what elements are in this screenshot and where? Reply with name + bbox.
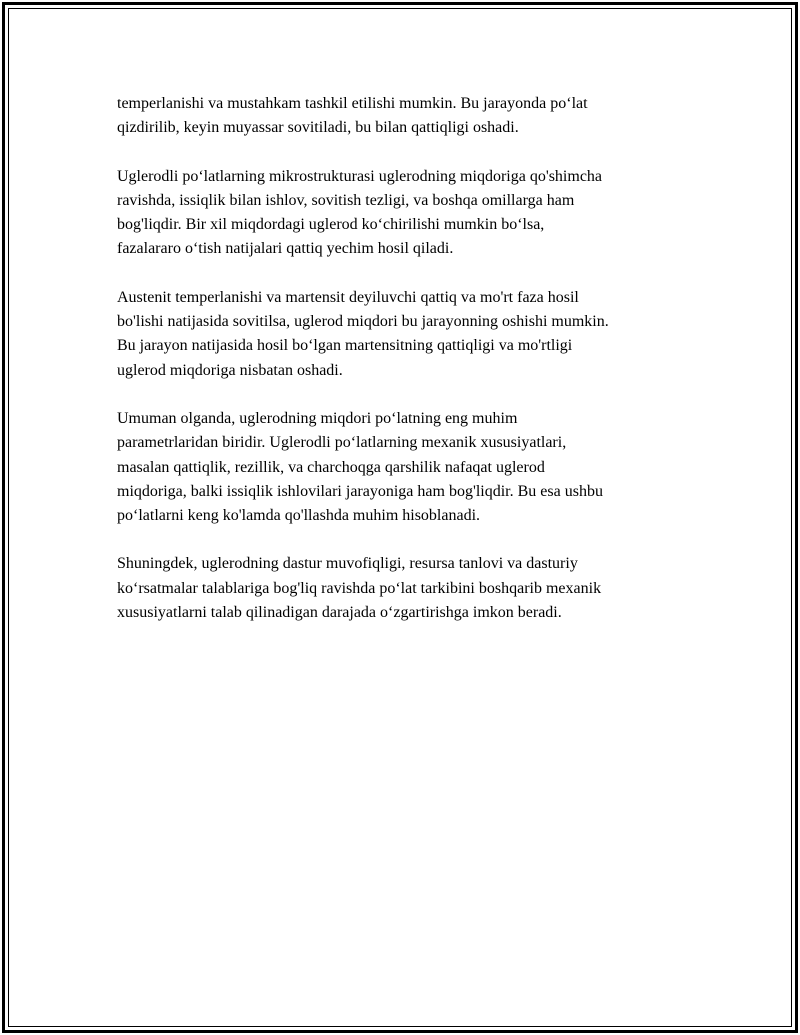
paragraph-line: Austenit temperlanishi va martensit deyiluvchi qattiq va mo'rt faza hosil xyxy=(117,288,579,306)
paragraph-line: po‘latlarni keng ko'lamda qo'llashda muhim hisoblanadi. xyxy=(117,507,481,525)
document-body xyxy=(117,92,697,649)
paragraph-line: ravishda, issiqlik bilan ishlov, sovitish tezligi, va boshqa omillarga ham xyxy=(117,191,575,209)
paragraph-4 xyxy=(117,407,697,528)
paragraph-line: xususiyatlarni talab qilinadigan darajada o‘zgartirishga imkon beradi. xyxy=(117,604,562,622)
paragraph-line: temperlanishi va mustahkam tashkil etilishi mumkin. Bu jarayonda po‘lat xyxy=(117,95,588,112)
paragraph-line: fazalararo o‘tish natijalari qattiq yechim hosil qiladi. xyxy=(117,240,454,258)
paragraph-5 xyxy=(117,552,697,625)
paragraph-1 xyxy=(117,92,697,141)
paragraph-line: masalan qattiqlik, rezillik, va charchoqga qarshilik nafaqat uglerod xyxy=(117,458,545,476)
paragraph-line: uglerod miqdoriga nisbatan oshadi. xyxy=(117,361,343,379)
paragraph-line: bog'liqdir. Bir xil miqdordagi uglerod ko‘chirilishi mumkin bo‘lsa, xyxy=(117,216,545,234)
paragraph-line: parametrlaridan biridir. Uglerodli po‘latlarning mexanik xususiyatlari, xyxy=(117,434,567,452)
paragraph-line: Shuningdek, uglerodning dastur muvofiqligi, resursa tanlovi va dasturiy xyxy=(117,555,578,573)
paragraph-line: Umuman olganda, uglerodning miqdori po‘latning eng muhim xyxy=(117,409,518,427)
paragraph-line: Bu jarayon natijasida hosil bo‘lgan martensitning qattiqligi va mo'rtligi xyxy=(117,337,573,355)
paragraph-line: Uglerodli po‘latlarning mikrostrukturasi uglerodning miqdoriga qo'shimcha xyxy=(117,167,603,185)
paragraph-line: qizdirilib, keyin muyassar sovitiladi, bu bilan qattiqligi oshadi. xyxy=(117,119,519,137)
paragraph-3 xyxy=(117,286,697,383)
paragraph-line: ko‘rsatmalar talablariga bog'liq ravishda po‘lat tarkibini boshqarib mexanik xyxy=(117,579,602,597)
paragraph-line: bo'lishi natijasida sovitilsa, uglerod miqdori bu jarayonning oshishi mumkin. xyxy=(117,313,609,331)
paragraph-2 xyxy=(117,165,697,262)
paragraph-line: miqdoriga, balki issiqlik ishlovilari jarayoniga ham bog'liqdir. Bu esa ushbu xyxy=(117,482,603,500)
